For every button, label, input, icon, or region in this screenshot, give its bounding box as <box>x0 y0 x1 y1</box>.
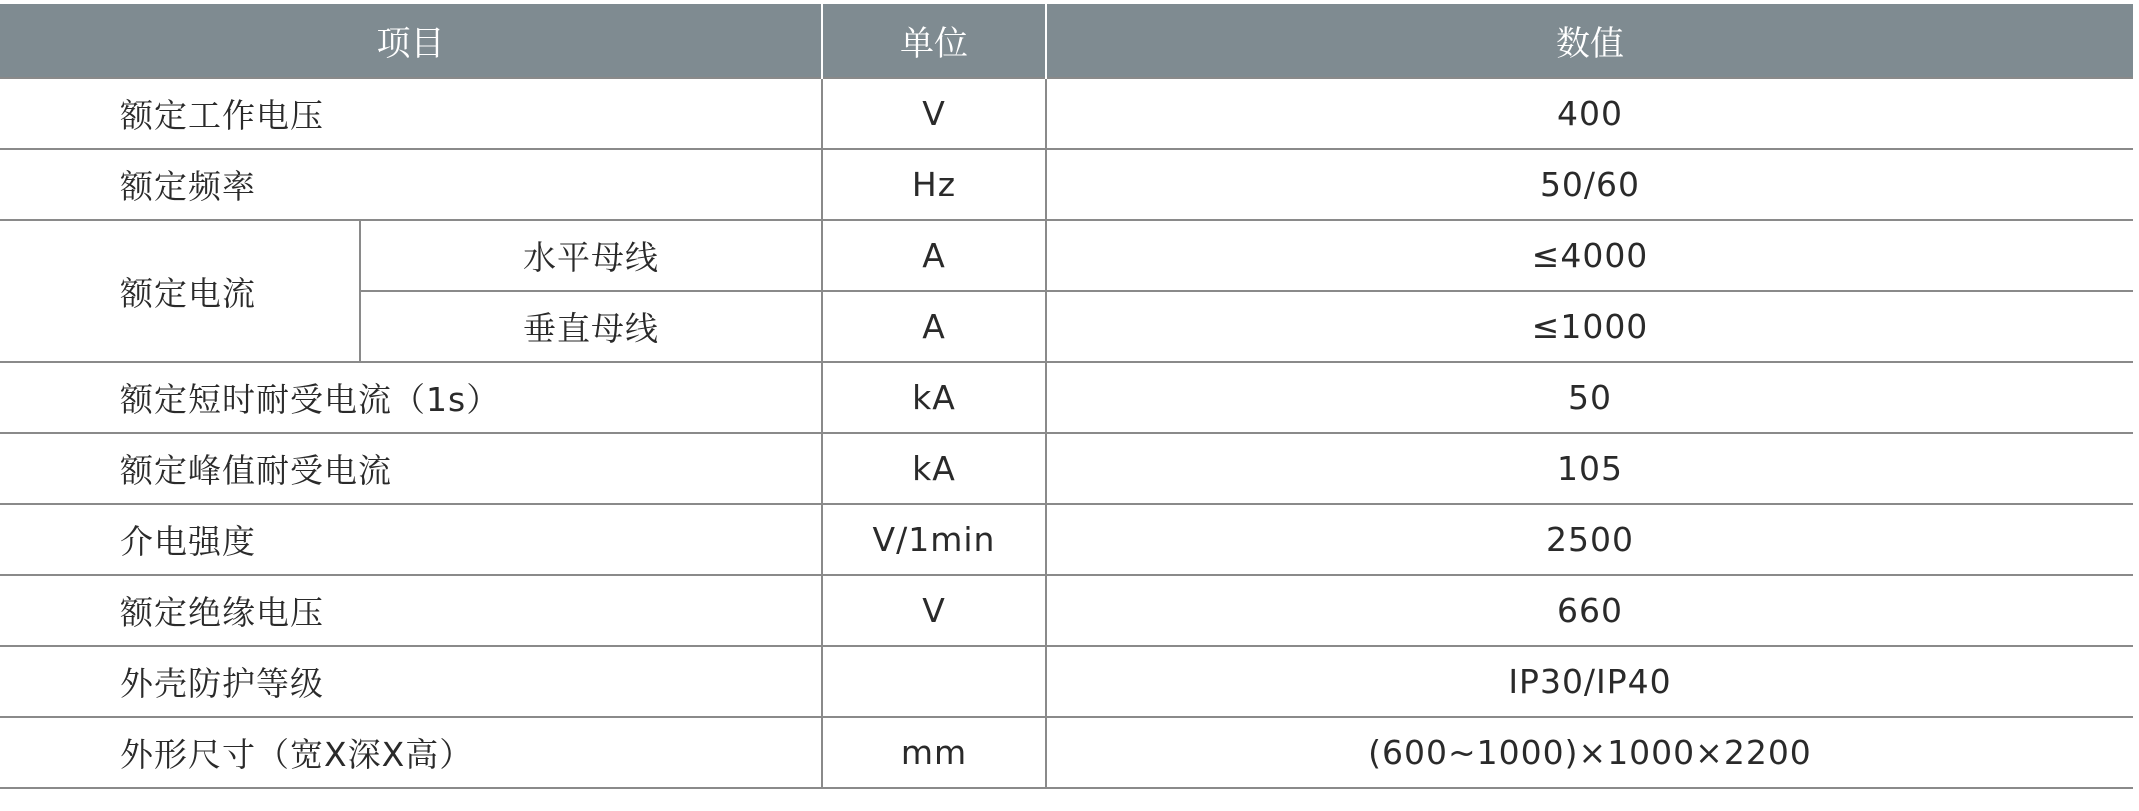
row-item: 外形尺寸（宽X深X高） <box>0 717 822 788</box>
row-item: 额定峰值耐受电流 <box>0 433 822 504</box>
row-unit: V <box>822 575 1046 646</box>
header-value: 数值 <box>1046 4 2133 78</box>
row-unit: A <box>822 291 1046 362</box>
row-item: 外壳防护等级 <box>0 646 822 717</box>
row-value: ≤4000 <box>1046 220 2133 291</box>
table-row <box>0 433 2133 504</box>
table-row <box>0 220 2133 291</box>
table-row <box>0 504 2133 575</box>
row-value: (600~1000)×1000×2200 <box>1046 717 2133 788</box>
row-unit: mm <box>822 717 1046 788</box>
row-unit <box>822 646 1046 717</box>
table-row <box>0 717 2133 788</box>
row-item: 额定短时耐受电流（1s） <box>0 362 822 433</box>
table-row <box>0 575 2133 646</box>
row-item: 介电强度 <box>0 504 822 575</box>
row-unit: A <box>822 220 1046 291</box>
row-value: IP30/IP40 <box>1046 646 2133 717</box>
row-item: 额定绝缘电压 <box>0 575 822 646</box>
row-unit: V/1min <box>822 504 1046 575</box>
row-value: 50/60 <box>1046 149 2133 220</box>
row-item: 额定频率 <box>0 149 822 220</box>
spec-table <box>0 4 2133 789</box>
table-header <box>0 4 2133 78</box>
row-unit: kA <box>822 362 1046 433</box>
row-value: ≤1000 <box>1046 291 2133 362</box>
row-subitem: 水平母线 <box>360 220 822 291</box>
row-unit: V <box>822 78 1046 149</box>
row-value: 105 <box>1046 433 2133 504</box>
table-row <box>0 646 2133 717</box>
row-value: 50 <box>1046 362 2133 433</box>
row-value: 400 <box>1046 78 2133 149</box>
header-unit: 单位 <box>822 4 1046 78</box>
row-item: 额定工作电压 <box>0 78 822 149</box>
table-body <box>0 78 2133 788</box>
row-unit: kA <box>822 433 1046 504</box>
row-value: 660 <box>1046 575 2133 646</box>
header-item: 项目 <box>0 4 822 78</box>
header-row <box>0 4 2133 78</box>
row-value: 2500 <box>1046 504 2133 575</box>
row-unit: Hz <box>822 149 1046 220</box>
table-row <box>0 149 2133 220</box>
row-subitem: 垂直母线 <box>360 291 822 362</box>
table-row <box>0 362 2133 433</box>
table-row <box>0 78 2133 149</box>
row-item: 额定电流 <box>0 220 360 362</box>
